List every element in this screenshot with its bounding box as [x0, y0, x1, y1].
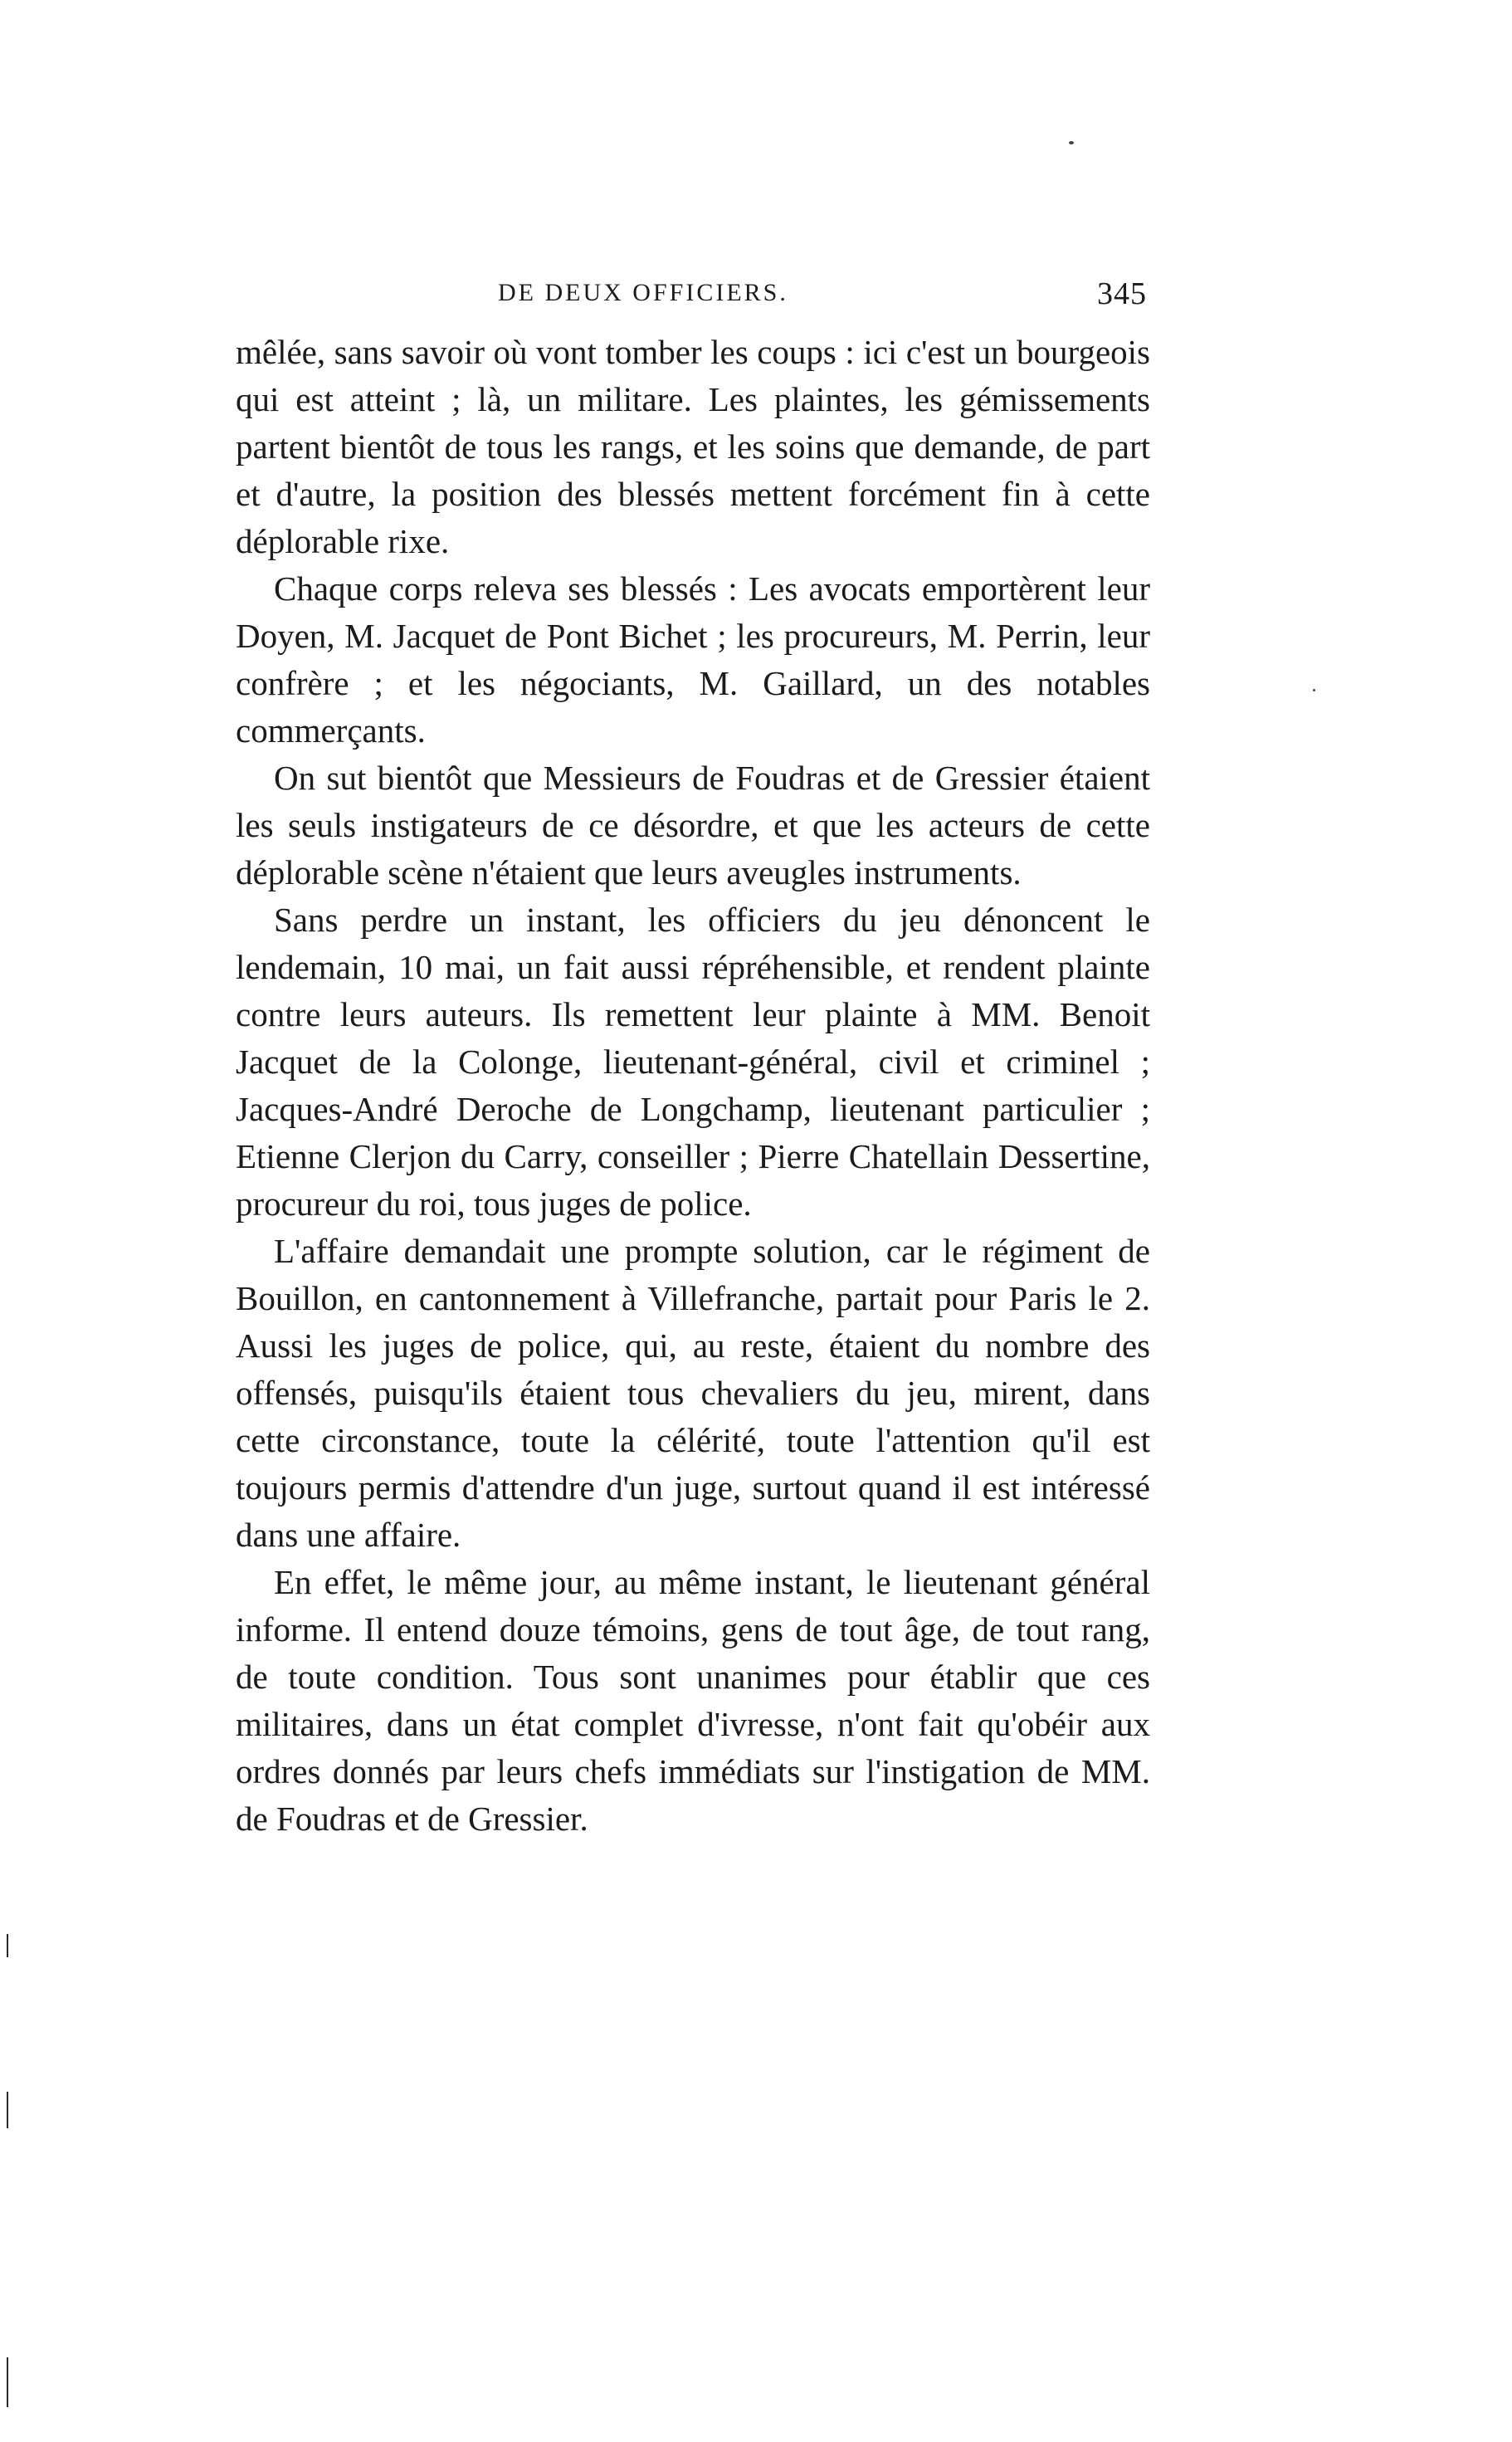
paragraph: En effet, le même jour, au même instant, le lieutenant général informe. Il entend douze témoins, gens de tout âge, de tout rang, de toute condition. Tous sont unanimes pour établir que ces militaires, dans un état complet d'ivresse, n'ont fait qu'obéir aux ordres donnés par leurs chefs immédiats sur l'instigation de MM. de Foudras et de Gressier. — [236, 1563, 1150, 1838]
body-text — [236, 329, 1150, 1843]
paragraph-continuation: mêlée, sans savoir où vont tomber les coups : ici c'est un bourgeois qui est atteint ; là, un militare. Les plaintes, les gémissements partent bientôt de tous les rangs, et les soins que demande, de part et d'autre, la position des blessés mettent forcément fin à cette déplorable rixe. — [236, 333, 1150, 560]
paragraph: L'affaire demandait une prompte solution, car le régiment de Bouillon, en cantonnement à Villefranche, partait pour Paris le 2. Aussi les juges de police, qui, au reste, étaient du nombre des offensés, puisqu'ils étaient tous chevaliers du jeu, mirent, dans cette circonstance, toute la célérité, toute l'attention qu'il est toujours permis d'attendre d'un juge, surtout quand il est intéressé dans une affaire. — [236, 1232, 1150, 1554]
running-head — [234, 276, 1147, 317]
paragraph: Sans perdre un instant, les officiers du jeu dénoncent le lendemain, 10 mai, un fait aussi répréhensible, et rendent plainte contre leurs auteurs. Ils remettent leur plainte à MM. Benoit Jacquet de la Colonge, lieutenant-général, civil et criminel ; Jacques-André Deroche de Longchamp, lieutenant particulier ; Etienne Clerjon du Carry, conseiller ; Pierre Chatellain Dessertine, procureur du roi, tous juges de police. — [236, 901, 1150, 1223]
scan-speck — [1313, 689, 1315, 691]
scan-artifact-line — [7, 2357, 8, 2407]
scan-artifact-line — [7, 2092, 8, 2128]
scan-artifact-line — [7, 1934, 8, 1957]
page-number: 345 — [1097, 276, 1147, 311]
running-title: DE DEUX OFFICIERS. — [498, 279, 788, 306]
paragraph: On sut bientôt que Messieurs de Foudras et de Gressier étaient les seuls instigateurs de ce désordre, et que les acteurs de cette déplorable scène n'étaient que leurs aveugles instruments. — [236, 759, 1150, 891]
paragraph: Chaque corps releva ses blessés : Les avocats emportèrent leur Doyen, M. Jacquet de Pont Bichet ; les procureurs, M. Perrin, leur confrère ; et les négociants, M. Gaillard, un des notables commerçants. — [236, 569, 1150, 750]
scan-speck — [1069, 141, 1074, 144]
